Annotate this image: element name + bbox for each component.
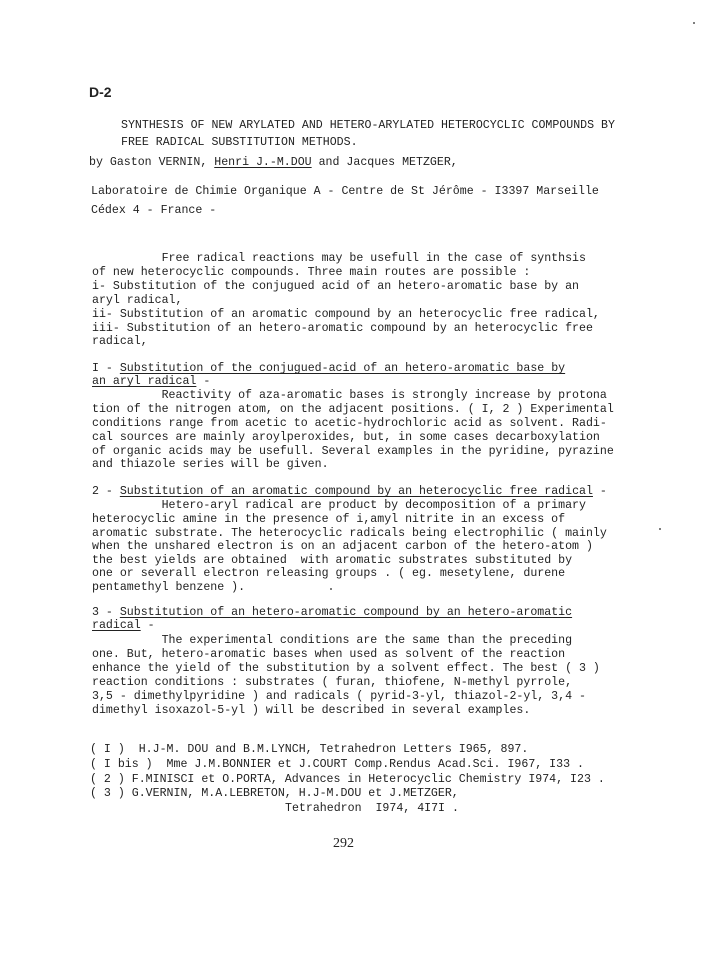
scan-speck [693, 22, 695, 24]
section3-heading-line-1: Substitution of an hetero-aromatic compound by an hetero-aromatic [119, 606, 573, 619]
scan-speck [330, 588, 332, 590]
section1-line: conditions range from acetic to acetic-hydrochloric acid as solvent. Radi- [92, 417, 607, 430]
section1-heading-line-1: Substitution of the conjugued-acid of an hetero-aromatic base by [119, 362, 566, 375]
section3-number: 3 - [92, 606, 120, 619]
section1-line: and thiazole series will be given. [92, 458, 329, 471]
authors-prefix: by Gaston VERNIN, [89, 156, 215, 169]
section1-number: I - [92, 362, 120, 375]
intro-line: i- Substitution of the conjugued acid of an hetero-aromatic base by an [92, 280, 580, 293]
authors-suffix: and Jacques METZGER, [311, 156, 458, 169]
section3-heading [92, 606, 572, 620]
section2-heading-text: Substitution of an aromatic compound by an heterocyclic free radical [119, 485, 593, 498]
section3-line: enhance the yield of the substitution by a solvent effect. The best ( 3 ) [92, 662, 600, 675]
intro-line: iii- Substitution of an hetero-aromatic compound by an heterocyclic free [92, 322, 593, 335]
authors [89, 156, 458, 170]
section2-line: when the unshared electron is on an adjacent carbon of the hetero-atom ) [92, 540, 593, 553]
section2-line: Hetero-aryl radical are product by decomposition of a primary [92, 499, 586, 512]
section3-heading-suffix: - [140, 619, 155, 632]
section3-line: 3,5 - dimethylpyridine ) and radicals ( pyrid-3-yl, thiazol-2-yl, 3,4 - [92, 690, 586, 703]
reference-item: ( I ) H.J-M. DOU and B.M.LYNCH, Tetrahedron Letters I965, 897. [90, 743, 529, 756]
section2-heading [92, 485, 607, 499]
section3-heading-line-2: radical [92, 619, 141, 632]
intro-line: aryl radical, [92, 294, 183, 307]
section2-number: 2 - [92, 485, 120, 498]
section1-heading-line-2: an aryl radical [92, 375, 197, 388]
page-number: 292 [333, 836, 354, 851]
reference-item: ( 3 ) G.VERNIN, M.A.LEBRETON, H.J-M.DOU et J.METZGER, [90, 787, 459, 800]
section3-line: dimethyl isoxazol-5-yl ) will be described in several examples. [92, 704, 531, 717]
section2-line: heterocyclic amine in the presence of i,amyl nitrite in an excess of [92, 513, 566, 526]
section2-line: pentamethyl benzene ). [92, 581, 246, 594]
document-code: D-2 [89, 84, 112, 100]
section3-line: reaction conditions : substrates ( furan, thiofene, N-methyl pyrrole, [92, 676, 573, 689]
section1-heading-suffix: - [196, 375, 211, 388]
section2-line: one or severall electron releasing groups . ( eg. mesetylene, durene [92, 567, 566, 580]
section1-heading-cont [92, 375, 210, 389]
section3-heading-cont [92, 619, 155, 633]
section1-line: Reactivity of aza-aromatic bases is strongly increase by protona [92, 389, 607, 402]
section1-line: tion of the nitrogen atom, on the adjacent positions. ( I, 2 ) Experimental [92, 403, 614, 416]
intro-line: of new heterocyclic compounds. Three main routes are possible : [92, 266, 531, 279]
presenting-author: Henri J.-M.DOU [214, 156, 312, 169]
affiliation-line-1: Laboratoire de Chimie Organique A - Centre de St Jérôme - I3397 Marseille [91, 185, 599, 198]
intro-line: Free radical reactions may be usefull in the case of synthsis [92, 252, 586, 265]
title-line-2: FREE RADICAL SUBSTITUTION METHODS. [121, 136, 358, 149]
section2-line: aromatic substrate. The heterocyclic radicals being electrophilic ( mainly [92, 527, 607, 540]
section2-heading-suffix: - [592, 485, 607, 498]
section1-heading [92, 362, 565, 376]
affiliation-line-2: Cédex 4 - France - [91, 204, 217, 217]
reference-item-cont: Tetrahedron I974, 4I7I . [285, 802, 459, 815]
section2-line: the best yields are obtained with aromatic substrates substituted by [92, 554, 573, 567]
section1-line: of organic acids may be usefull. Several examples in the pyridine, pyrazine [92, 445, 614, 458]
intro-line: ii- Substitution of an aromatic compound by an heterocyclic free radical, [92, 308, 600, 321]
intro-line: radical, [92, 335, 148, 348]
section3-line: The experimental conditions are the same than the preceding [92, 634, 573, 647]
title-line-1: SYNTHESIS OF NEW ARYLATED AND HETERO-ARYLATED HETEROCYCLIC COMPOUNDS BY [121, 119, 615, 132]
reference-item: ( I bis ) Mme J.M.BONNIER et J.COURT Comp.Rendus Acad.Sci. I967, I33 . [90, 758, 584, 771]
section1-line: cal sources are mainly aroylperoxides, but, in some cases decarboxylation [92, 431, 600, 444]
section3-line: one. But, hetero-aromatic bases when used as solvent of the reaction [92, 648, 566, 661]
scan-speck [659, 528, 661, 530]
reference-item: ( 2 ) F.MINISCI et O.PORTA, Advances in Heterocyclic Chemistry I974, I23 . [90, 773, 605, 786]
